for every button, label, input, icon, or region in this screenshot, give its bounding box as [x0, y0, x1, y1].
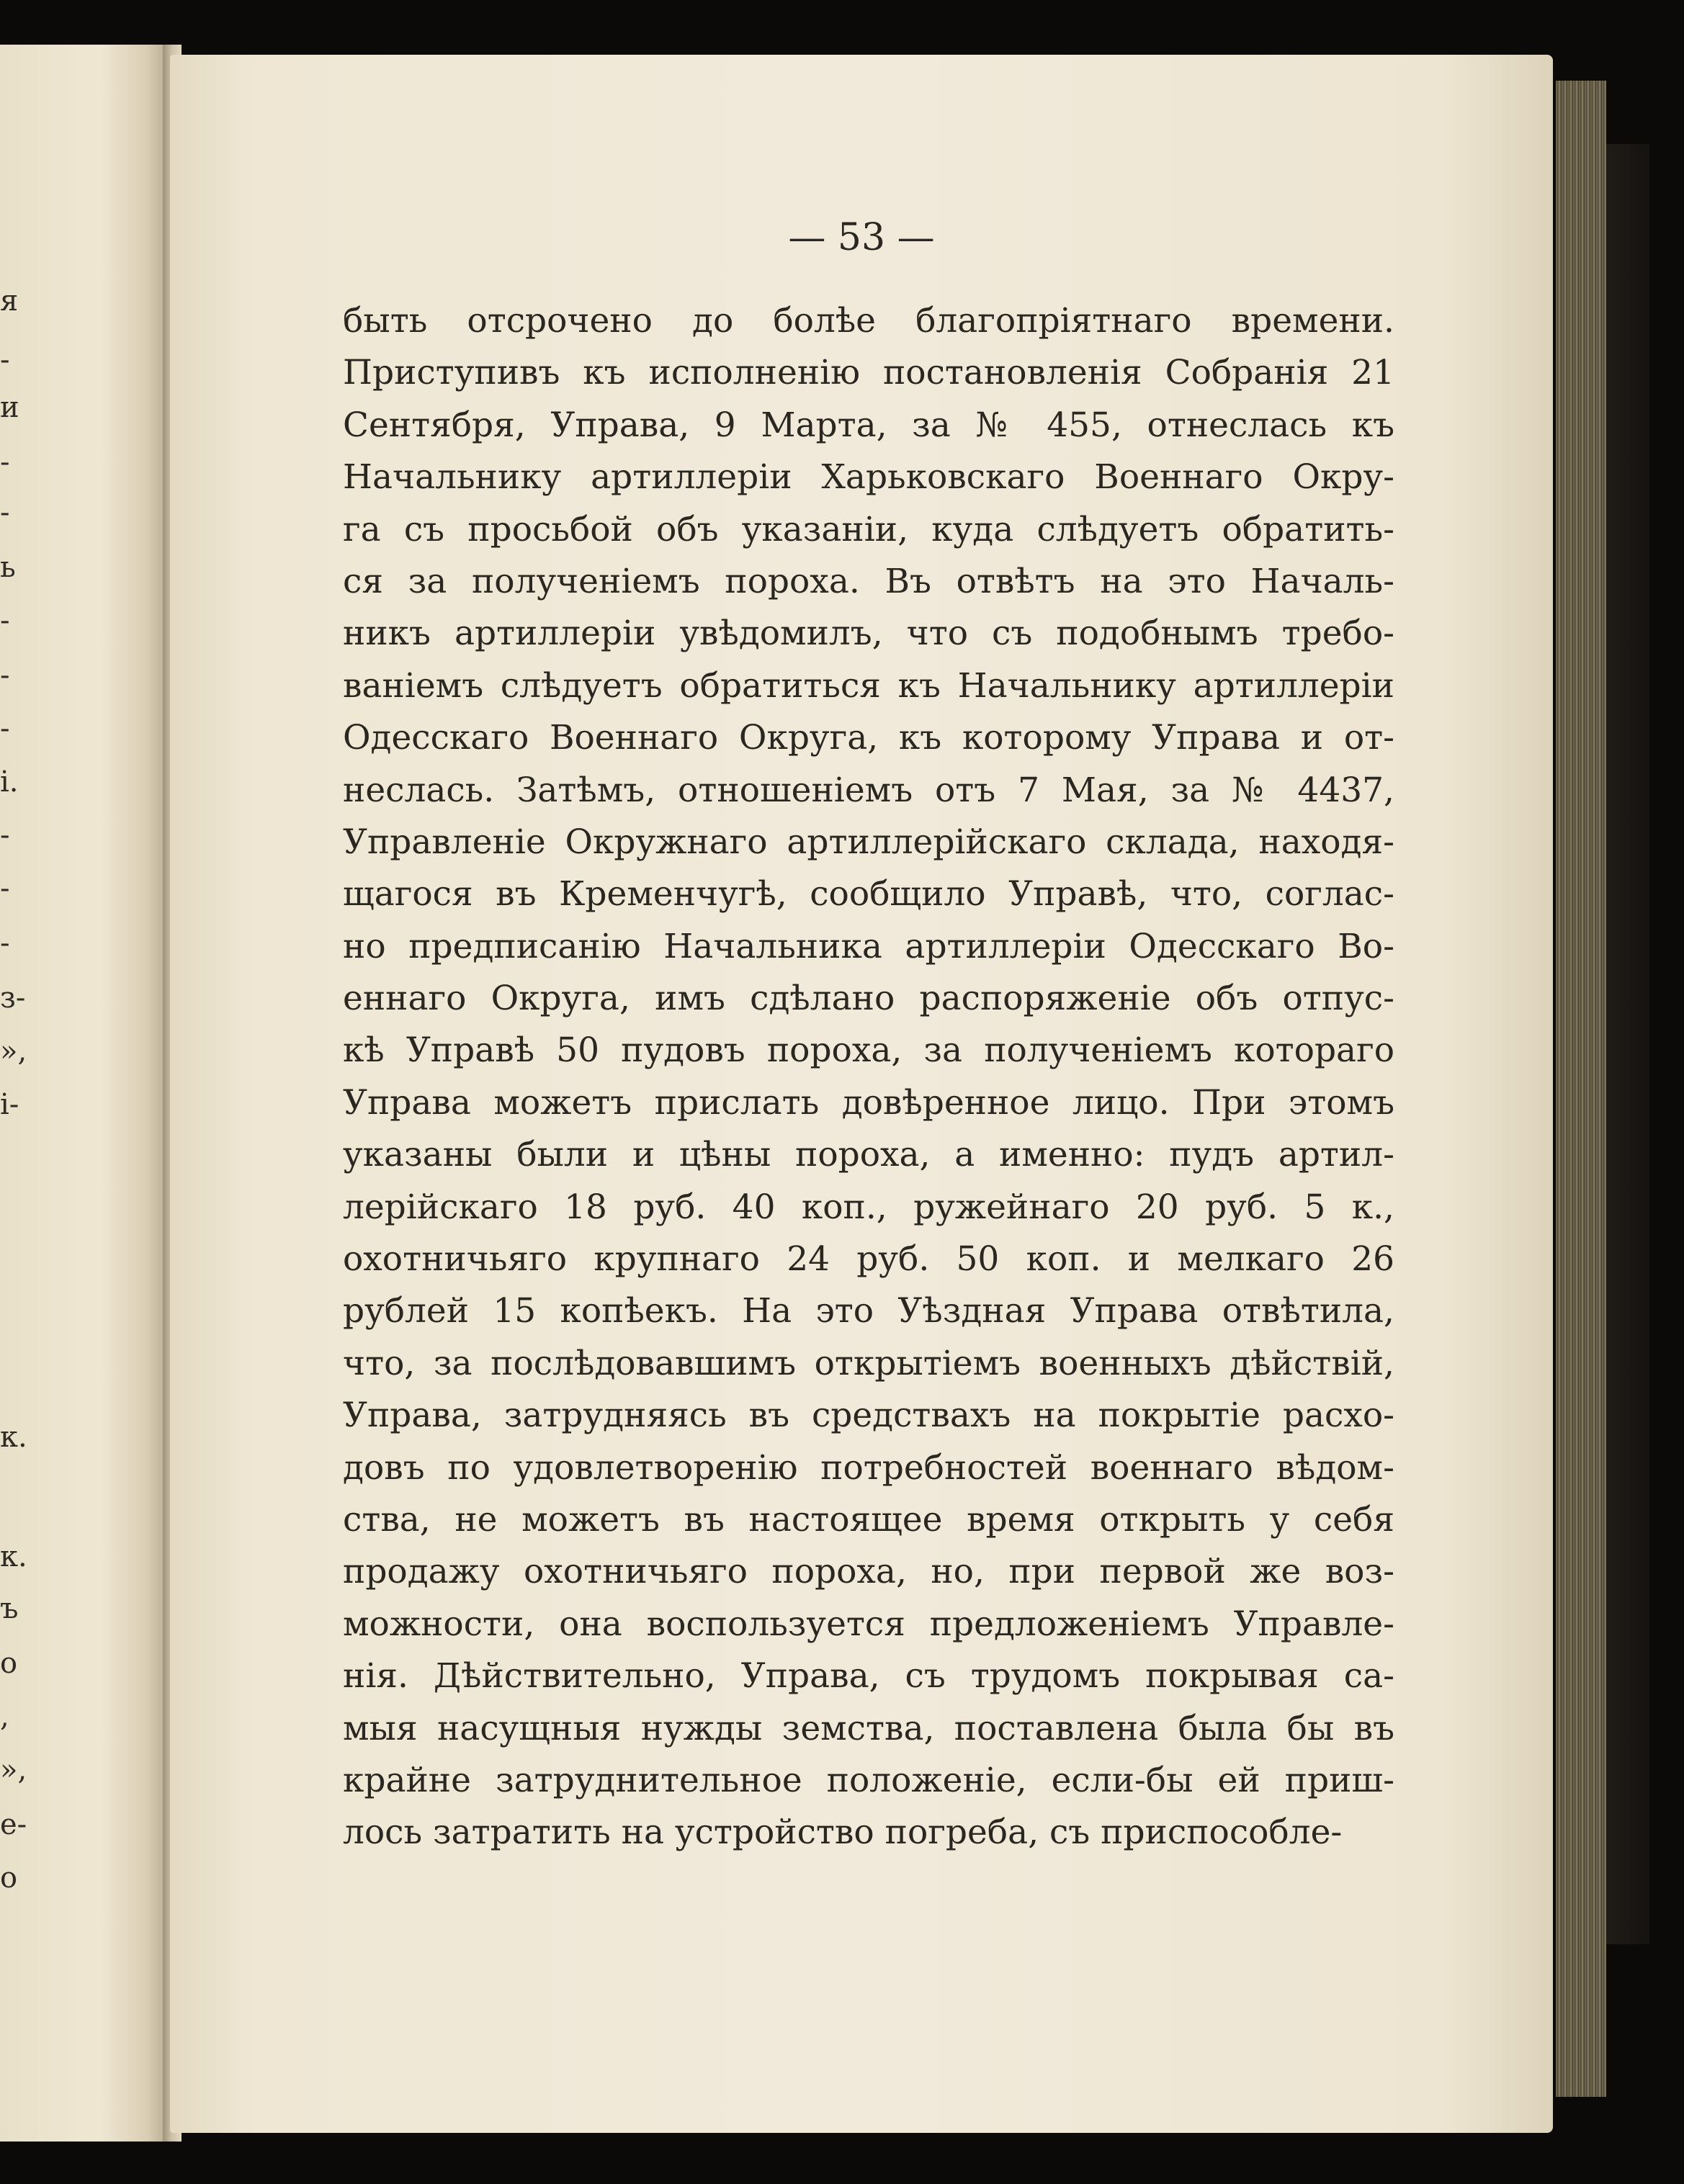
text-line: нія. Дѣйствительно, Управа, съ трудомъ покрывая са- [343, 1656, 1394, 1697]
left-page-fragment: я [0, 284, 19, 318]
text-line: ства, не можетъ въ настоящее время открыть у себя [343, 1499, 1394, 1540]
text-line: лось затратить на устройство погреба, съ приспособле- [343, 1812, 1343, 1853]
left-page-fragment: і. [0, 765, 19, 799]
text-line: Одесскаго Военнаго Округа, къ которому Управа и от- [343, 718, 1394, 758]
left-page-fragment: к. [0, 1540, 27, 1573]
left-page-fragment: з- [0, 981, 26, 1015]
left-page-fragment: - [0, 604, 10, 637]
left-page-fragment: о [0, 1647, 18, 1680]
left-page-fragment: - [0, 872, 10, 905]
text-line: неслась. Затѣмъ, отношеніемъ отъ 7 Мая, за № 4437, [343, 770, 1394, 810]
text-line: что, за послѣдовавшимъ открытіемъ военныхъ дѣйствій, [343, 1343, 1394, 1383]
text-line: Управа, затрудняясь въ средствахъ на покрытіе расхо- [343, 1396, 1394, 1436]
text-line: Управленіе Окружнаго артиллерійскаго склада, находя- [343, 822, 1394, 862]
left-page-fragment: - [0, 446, 10, 479]
text-line: мыя насущныя нужды земства, поставлена была бы въ [343, 1708, 1394, 1748]
previous-page-edge [0, 45, 167, 2142]
left-page-fragment: - [0, 927, 10, 960]
left-page-fragment: о [0, 1861, 18, 1895]
text-line: рублей 15 копѣекъ. На это Уѣздная Управа отвѣтила, [343, 1291, 1394, 1331]
left-page-fragment: і- [0, 1088, 19, 1121]
text-line: но предписанію Начальника артиллеріи Одесскаго Во- [343, 926, 1394, 966]
text-line: кѣ Управѣ 50 пудовъ пороха, за полученіемъ котораго [343, 1030, 1394, 1071]
page-body-text [343, 295, 1394, 1859]
text-line: еннаго Округа, имъ сдѣлано распоряженіе объ отпус- [343, 979, 1394, 1019]
text-line: Приступивъ къ исполненію постановленія Собранія 21 [343, 353, 1394, 393]
text-line: довъ по удовлетворенію потребностей военнаго вѣдом- [343, 1447, 1394, 1488]
left-page-fragment: , [0, 1700, 9, 1733]
page-block-edge [1556, 81, 1606, 2097]
book-cover-edge [1606, 144, 1649, 1944]
page-number: — 53 — [788, 216, 935, 259]
left-page-fragment: - [0, 496, 10, 529]
text-line: Сентября, Управа, 9 Марта, за № 455, отнеслась къ [343, 405, 1394, 445]
text-line: лерійскаго 18 руб. 40 коп., ружейнаго 20 руб. 5 к., [343, 1187, 1394, 1227]
text-line: ся за полученіемъ пороха. Въ отвѣтъ на это Началь- [343, 561, 1394, 601]
left-page-fragment: ъ [0, 1592, 19, 1625]
left-page-fragment: - [0, 819, 10, 852]
text-line: Начальнику артиллеріи Харьковскаго Военнаго Окру- [343, 457, 1394, 498]
text-line: Управа можетъ прислать довѣренное лицо. При этомъ [343, 1082, 1394, 1123]
left-page-fragment: и [0, 391, 19, 424]
text-line: никъ артиллеріи увѣдомилъ, что съ подобнымъ требо- [343, 614, 1394, 654]
left-page-fragment: к. [0, 1421, 27, 1454]
left-page-fragment: », [0, 1035, 27, 1068]
text-line: щагося въ Кременчугѣ, сообщило Управѣ, что, соглас- [343, 874, 1394, 915]
text-line: крайне затруднительное положеніе, если-бы ей приш- [343, 1760, 1394, 1800]
text-line: га съ просьбой объ указаніи, куда слѣдуетъ обратить- [343, 509, 1394, 549]
left-page-fragment: - [0, 712, 10, 745]
left-page-fragment: - [0, 659, 10, 692]
text-line: быть отсрочено до болѣе благопріятнаго времени. [343, 301, 1394, 341]
left-page-fragment: - [0, 343, 10, 377]
left-page-fragment: », [0, 1753, 27, 1787]
text-line: продажу охотничьяго пороха, но, при первой же воз- [343, 1552, 1394, 1592]
left-page-fragment: е- [0, 1808, 27, 1841]
text-line: охотничьяго крупнаго 24 руб. 50 коп. и мелкаго 26 [343, 1239, 1394, 1280]
text-line: указаны были и цѣны пороха, а именно: пудъ артил- [343, 1135, 1394, 1175]
left-page-fragment: ь [0, 551, 16, 584]
text-line: можности, она воспользуется предложеніемъ Управле- [343, 1604, 1394, 1644]
text-line: ваніемъ слѣдуетъ обратиться къ Начальнику артиллеріи [343, 665, 1394, 706]
